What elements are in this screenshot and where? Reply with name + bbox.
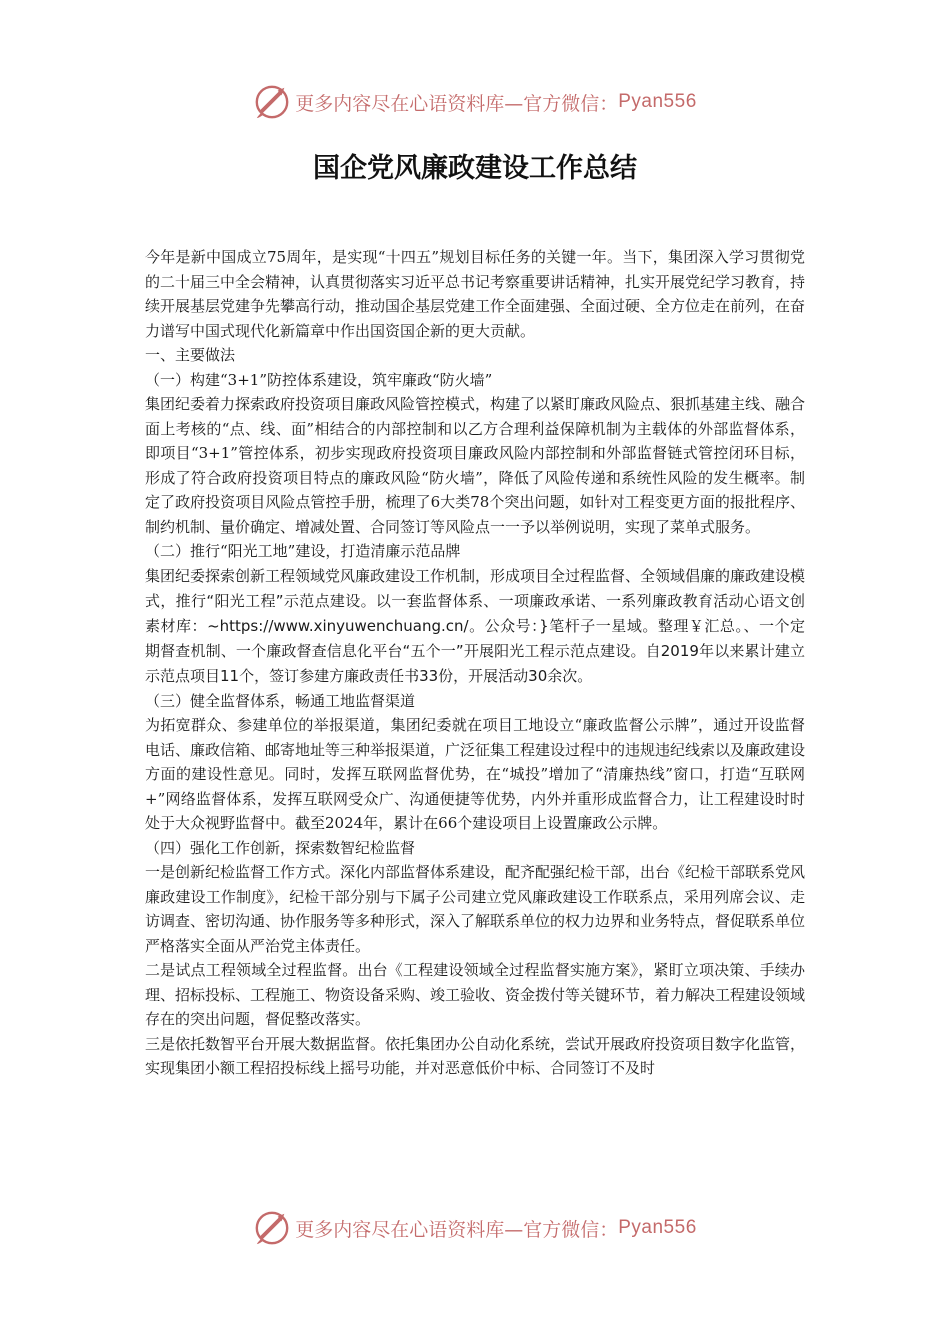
brush-logo-icon [253, 83, 291, 121]
body-paragraph: 为拓宽群众、参建单位的举报渠道，集团纪委就在项目工地设立“廉政监督公示牌”，通过开设监督电话、廉政信箱、邮寄地址等三种举报渠道，广泛征集工程建设过程中的违规违纪线索以及廉政建设方面的建设性意见。同时，发挥互联网监督优势，在“城投”增加了“清廉热线”窗口，打造“互联网+”网络监督体系，发挥互联网受众广、沟通便捷等优势，内外并重形成监督合力，让工程建设时时处于大众视野监督中。截至2024年，累计在66个建设项目上设置廉政公示牌。 [145, 716, 806, 832]
body-paragraph: 一是创新纪检监督工作方式。深化内部监督体系建设，配齐配强纪检干部，出台《纪检干部联系党风廉政建设工作制度》，纪检干部分别与下属子公司建立党风廉政建设工作联系点，采用列席会议、走访调查、密切沟通、协作服务等多种形式，深入了解联系单位的权力边界和业务特点，督促联系单位严格落实全面从严治党主体责任。 [145, 863, 806, 955]
wechat-id: Pyan556 [618, 1217, 697, 1238]
body-paragraph: 集团纪委着力探索政府投资项目廉政风险管控模式，构建了以紧盯廉政风险点、狠抓基建主线、融合面上考核的“点、线、面”相结合的内部控制和以乙方合理利益保障机制为主载体的外部监督体系，即项目“3+1”管控体系，初步实现政府投资项目廉政风险内部控制和外部监督链式管控闭环目标，形成了符合政府投资项目特点的廉政风险“防火墙”，降低了风险传递和系统性风险的发生概率。制定了政府投资项目风险点管控手册，梳理了6大类78个突出问题，如针对工程变更方面的报批程序、制约机制、量价确定、增减处置、合同签订等风险点一一予以举例说明，实现了菜单式服务。 [145, 395, 806, 536]
subsection-heading: （三）健全监督体系，畅通工地监督渠道 [145, 691, 416, 710]
body-paragraph: 集团纪委探索创新工程领域党风廉政建设工作机制，形成项目全过程监督、全领域倡廉的廉政建设模式，推行“阳光工程”示范点建设。以一套监督体系、一项廉政承诺、一系列廉政教育活动心语文创素材库：~https://www.xinyuwenchuang.cn/。公众号：}笔杆子一星域。整理￥汇总。、一个定期督查机制、一个廉政督查信息化平台“五个一”开展阳光工程示范点建设。自2019年以来累计建立示范点项目11个，签订参建方廉政责任书33份，开展活动30余次。 [145, 566, 806, 685]
banner-text: 更多内容尽在心语资料库—官方微信： [295, 92, 619, 115]
section-heading: 一、主要做法 [145, 346, 236, 364]
document-body [145, 245, 805, 1081]
banner-text: 更多内容尽在心语资料库—官方微信： [295, 1218, 619, 1241]
footer-banner [0, 1206, 950, 1250]
body-paragraph: 二是试点工程领域全过程监督。出台《工程建设领域全过程监督实施方案》，紧盯立项决策、手续办理、招标投标、工程施工、物资设备采购、竣工验收、资金拨付等关键环节，着力解决工程建设领域存在的突出问题，督促整改落实。 [145, 961, 806, 1028]
page-title: 国企党风廉政建设工作总结 [313, 153, 637, 184]
header-banner [0, 80, 950, 124]
subsection-heading: （二）推行“阳光工地”建设，打造清廉示范品牌 [145, 542, 461, 560]
intro-paragraph: 今年是新中国成立75周年，是实现“十四五”规划目标任务的关键一年。当下，集团深入学习贯彻党的二十届三中全会精神，认真贯彻落实习近平总书记考察重要讲话精神，扎实开展党纪学习教育，持续开展基层党建争先攀高行动，推动国企基层党建工作全面建强、全面过硬、全方位走在前列，在奋力谱写中国式现代化新篇章中作出国资国企新的更大贡献。 [145, 248, 806, 340]
brush-logo-icon [253, 1209, 291, 1247]
subsection-heading: （一）构建“3+1”防控体系建设，筑牢廉政“防火墙” [145, 370, 493, 389]
wechat-id: Pyan556 [618, 91, 697, 112]
subsection-heading: （四）强化工作创新，探索数智纪检监督 [145, 838, 416, 857]
body-paragraph: 三是依托数智平台开展大数据监督。依托集团办公自动化系统，尝试开展政府投资项目数字化监管，实现集团小额工程招投标线上摇号功能，并对恶意低价中标、合同签订不及时 [145, 1034, 806, 1077]
